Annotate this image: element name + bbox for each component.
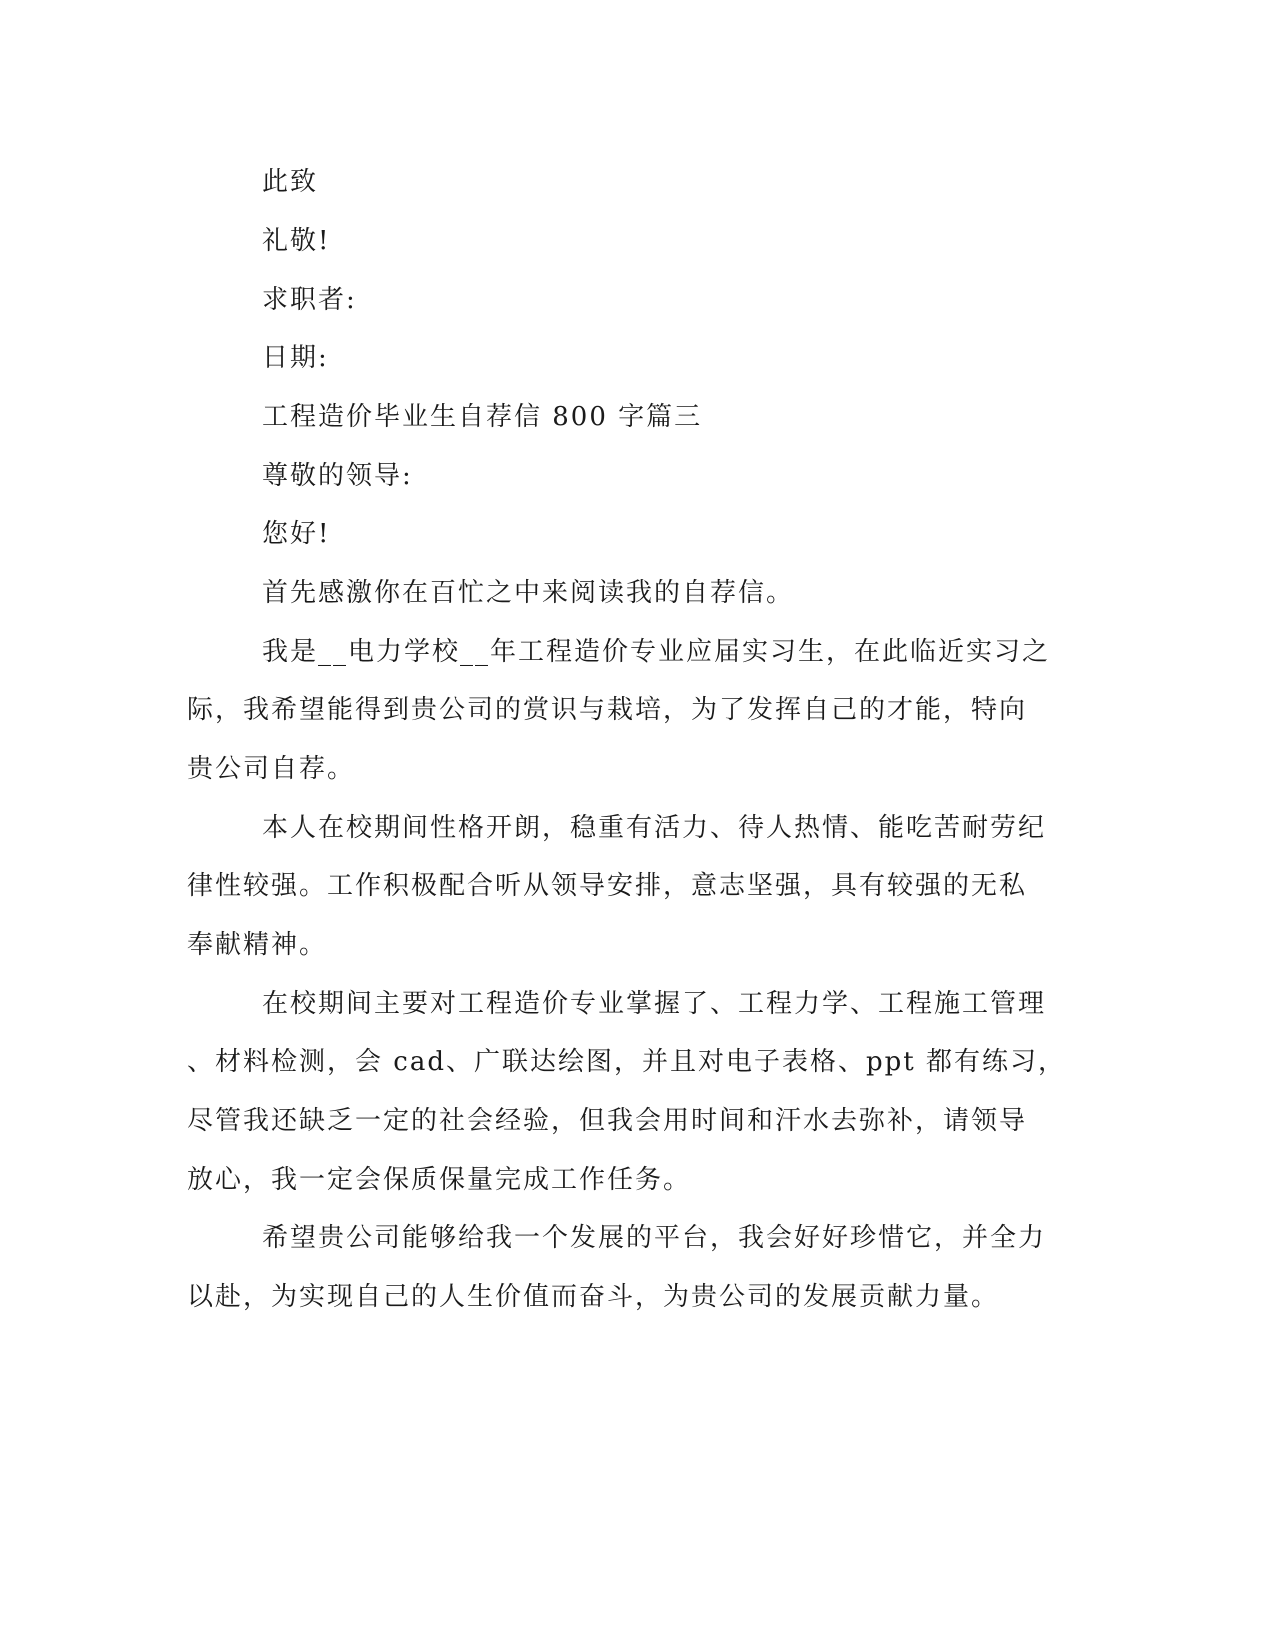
- paragraph-5-line: 希望贵公司能够给我一个发展的平台，我会好好珍惜它，并全力: [262, 1223, 1047, 1253]
- applicant-label: 求职者:: [262, 285, 357, 315]
- paragraph-3-line: 本人在校期间性格开朗，稳重有活力、待人热情、能吃苦耐劳纪: [262, 813, 1047, 843]
- letter-hello: 您好!: [262, 519, 331, 549]
- closing-salutation-1: 此致: [262, 167, 319, 197]
- paragraph-3-line: 奉献精神。: [187, 930, 328, 960]
- paragraph-4-line: 放心，我一定会保质保量完成工作任务。: [187, 1165, 692, 1195]
- letter-title: 工程造价毕业生自荐信 800 字篇三: [262, 402, 703, 432]
- paragraph-2-line: 际，我希望能得到贵公司的赏识与栽培，为了发挥自己的才能，特向: [187, 695, 1028, 725]
- letter-greeting: 尊敬的领导:: [262, 461, 413, 491]
- paragraph-3-line: 律性较强。工作积极配合听从领导安排，意志坚强，具有较强的无私: [187, 871, 1028, 901]
- paragraph-4-line: 在校期间主要对工程造价专业掌握了、工程力学、工程施工管理: [262, 989, 1047, 1019]
- paragraph-2-line: 我是__电力学校__年工程造价专业应届实习生，在此临近实习之: [262, 637, 1051, 667]
- closing-salutation-2: 礼敬!: [262, 226, 331, 256]
- paragraph-4-line: 尽管我还缺乏一定的社会经验，但我会用时间和汗水去弥补，请领导: [187, 1106, 1028, 1136]
- paragraph-1: 首先感激你在百忙之中来阅读我的自荐信。: [262, 578, 795, 608]
- paragraph-4-line: 、材料检测，会 cad、广联达绘图，并且对电子表格、ppt 都有练习，: [187, 1047, 1066, 1077]
- paragraph-5-line: 以赴，为实现自己的人生价值而奋斗，为贵公司的发展贡献力量。: [187, 1282, 1000, 1312]
- date-label: 日期:: [262, 343, 329, 373]
- paragraph-2-line: 贵公司自荐。: [187, 754, 356, 784]
